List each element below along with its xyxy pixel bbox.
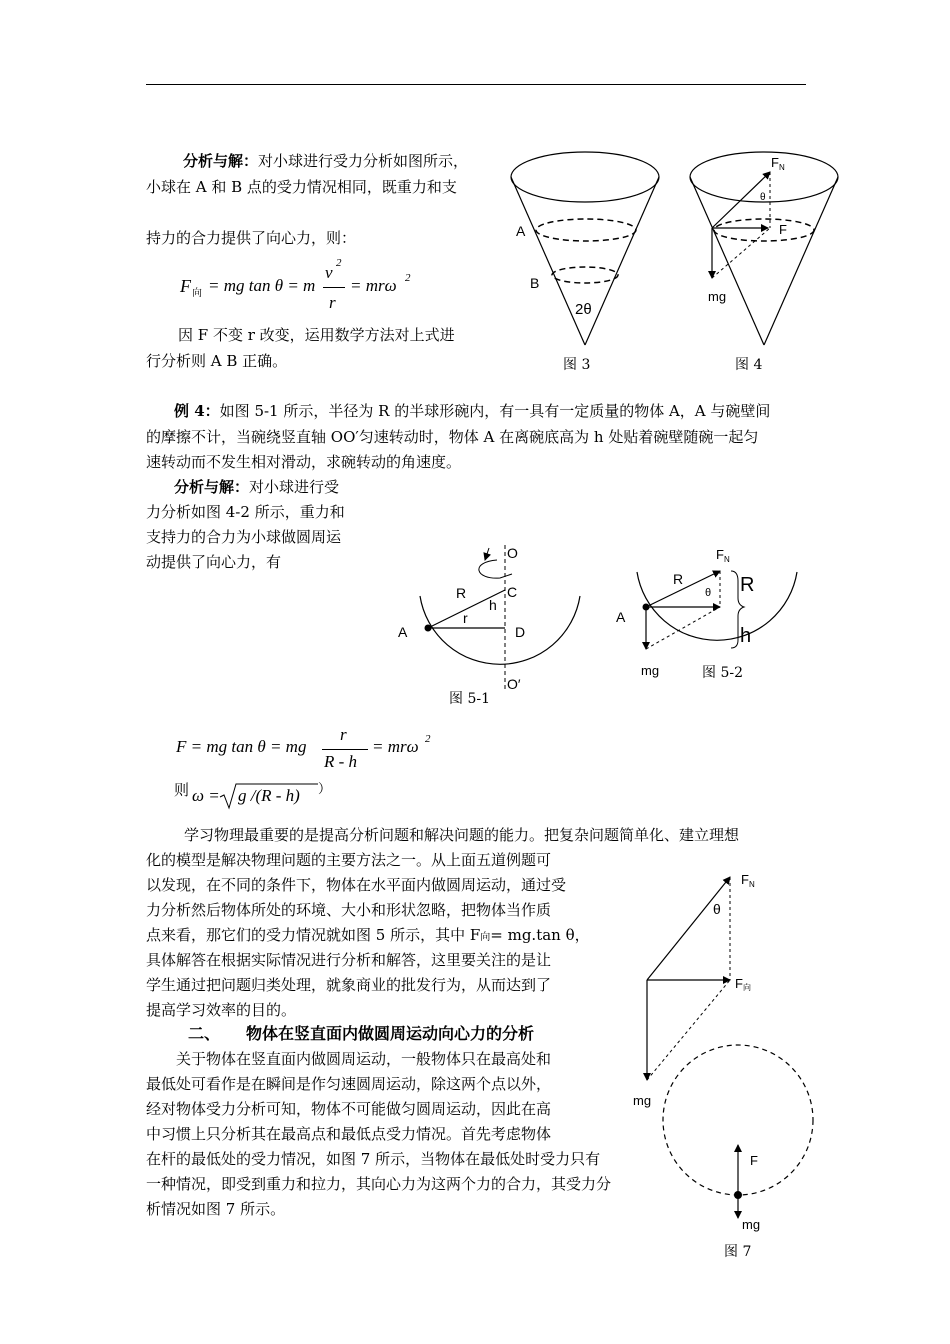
- fig4-theta: θ: [760, 192, 766, 203]
- para2-line-1: 关于物体在竖直面内做圆周运动，一般物体只在最高处和: [176, 1050, 552, 1068]
- analysis2-line-3: 支持力的合力为小球做圆周运: [146, 528, 342, 546]
- example-4-line-3: 速转动而不发生相对滑动，求碗转动的角速度。: [146, 453, 462, 471]
- fig51-r-big: R: [456, 585, 467, 601]
- fig52-theta: θ: [705, 587, 712, 599]
- fig52-a: A: [616, 609, 626, 625]
- fig3-angle-label: 2θ: [575, 301, 592, 318]
- para2-line-5: 在杆的最低处的受力情况，如图 7 所示，当物体在最低处时受力只有: [146, 1150, 601, 1168]
- para1-line-6: 具体解答在根据实际情况进行分析和解答，这里要关注的是让: [146, 951, 552, 969]
- para1-line-2: 化的模型是解决物理问题的主要方法之一。从上面五道例题可: [146, 851, 552, 869]
- fig7-mg-label: mg: [742, 1217, 761, 1232]
- para1-line-7: 学生通过把问题归类处理，就象商业的批发行为，从而达到了: [146, 976, 552, 994]
- para1-line-8: 提高学习效率的目的。: [146, 1001, 297, 1019]
- fig7-f-label: F: [750, 1153, 758, 1168]
- fig51-o: O: [507, 545, 518, 561]
- para1-line-5: 点来看，那它们的受力情况就如图 5 所示，其中 F向= mg.tan θ，: [146, 926, 590, 944]
- fig52-mg: mg: [641, 663, 660, 678]
- fig51-h: h: [489, 597, 497, 613]
- fig4-f-label: F: [779, 222, 787, 237]
- para2-line-6: 一种情况，即受到重力和拉力，其向心力为这两个力的合力，其受力分: [146, 1175, 612, 1193]
- fig5-theta: θ: [713, 901, 721, 917]
- para2-line-3: 经对物体受力分析可知，物体不可能做匀圆周运动，因此在高: [146, 1100, 552, 1118]
- fig4-caption: 图 4: [735, 357, 763, 373]
- fig52-fn-label: $F_N$: [716, 547, 730, 564]
- para2-line-7: 析情况如图 7 所示。: [146, 1200, 286, 1218]
- para1-line-1: 学习物理最重要的是提高分析问题和解决问题的能力。把复杂问题简单化、建立理想: [184, 826, 740, 844]
- para2-line-2: 最低处可看作是在瞬间是作匀速圆周运动，除这两个点以外，: [146, 1075, 552, 1093]
- analysis-line-3: 持力的合力提供了向心力，则：: [146, 229, 357, 247]
- analysis2-line-2: 力分析如图 4-2 所示，重力和: [146, 503, 345, 521]
- fig51-c: C: [507, 584, 518, 600]
- fig51-r-small: r: [463, 610, 468, 626]
- section-heading-2: 二、 物体在竖直面内做圆周运动向心力的分析: [188, 1024, 535, 1043]
- para2-line-4: 中习惯上只分析其在最高点和最低点受力情况。首先考虑物体: [146, 1125, 552, 1143]
- fig7-caption: 图 7: [724, 1244, 752, 1260]
- example-4-line-2: 的摩擦不计，当碗绕竖直轴 OO′匀速转动时，物体 A 在离碗底高为 h 处贴着碗壁随碗一起匀: [146, 428, 759, 446]
- example-4-line-1: 例 4：如图 5-1 所示，半径为 R 的半球形碗内，有一具有一定质量的物体 A，A 与碗壁间: [174, 402, 771, 420]
- analysis-line-2: 小球在 A 和 B 点的受力情况相同，既重力和支: [146, 178, 457, 196]
- fig51-d: D: [515, 624, 526, 640]
- fig52-h-right: h: [740, 625, 752, 647]
- fig3-label-b: B: [530, 275, 540, 291]
- fig4-fn-label: $F_N$: [771, 155, 785, 172]
- analysis-line-4: 因 F 不变 r 改变，运用数学方法对上式进: [178, 326, 455, 344]
- para1-line-3: 以发现，在不同的条件下，物体在水平面内做圆周运动，通过受: [146, 876, 567, 894]
- analysis2-line-1: 分析与解：对小球进行受: [174, 478, 340, 496]
- fig51-a: A: [398, 624, 408, 640]
- para1-line-4: 力分析然后物体所处的环境、大小和形状忽略，把物体当作质: [146, 901, 552, 919]
- analysis-line-1: 分析与解：对小球进行受力分析如图所示，: [183, 152, 469, 170]
- analysis2-line-4: 动提供了向心力，有: [146, 553, 282, 571]
- fig5-fn-label: $F_N$: [741, 872, 755, 889]
- fig52-caption: 图 5-2: [702, 665, 743, 681]
- fig52-r-right: R: [740, 574, 755, 596]
- fig3-label-a: A: [516, 223, 526, 239]
- fig51-caption: 图 5-1: [449, 691, 490, 707]
- fig3-caption: 图 3: [563, 357, 591, 373]
- fig4-mg-label: mg: [708, 289, 727, 304]
- fig51-o-prime: O′: [507, 676, 521, 692]
- analysis-line-5: 行分析则 A B 正确。: [146, 352, 288, 370]
- fig5-mg-label: mg: [633, 1093, 652, 1108]
- fig52-r: R: [673, 571, 684, 587]
- fig5-f-label: F向: [735, 976, 751, 992]
